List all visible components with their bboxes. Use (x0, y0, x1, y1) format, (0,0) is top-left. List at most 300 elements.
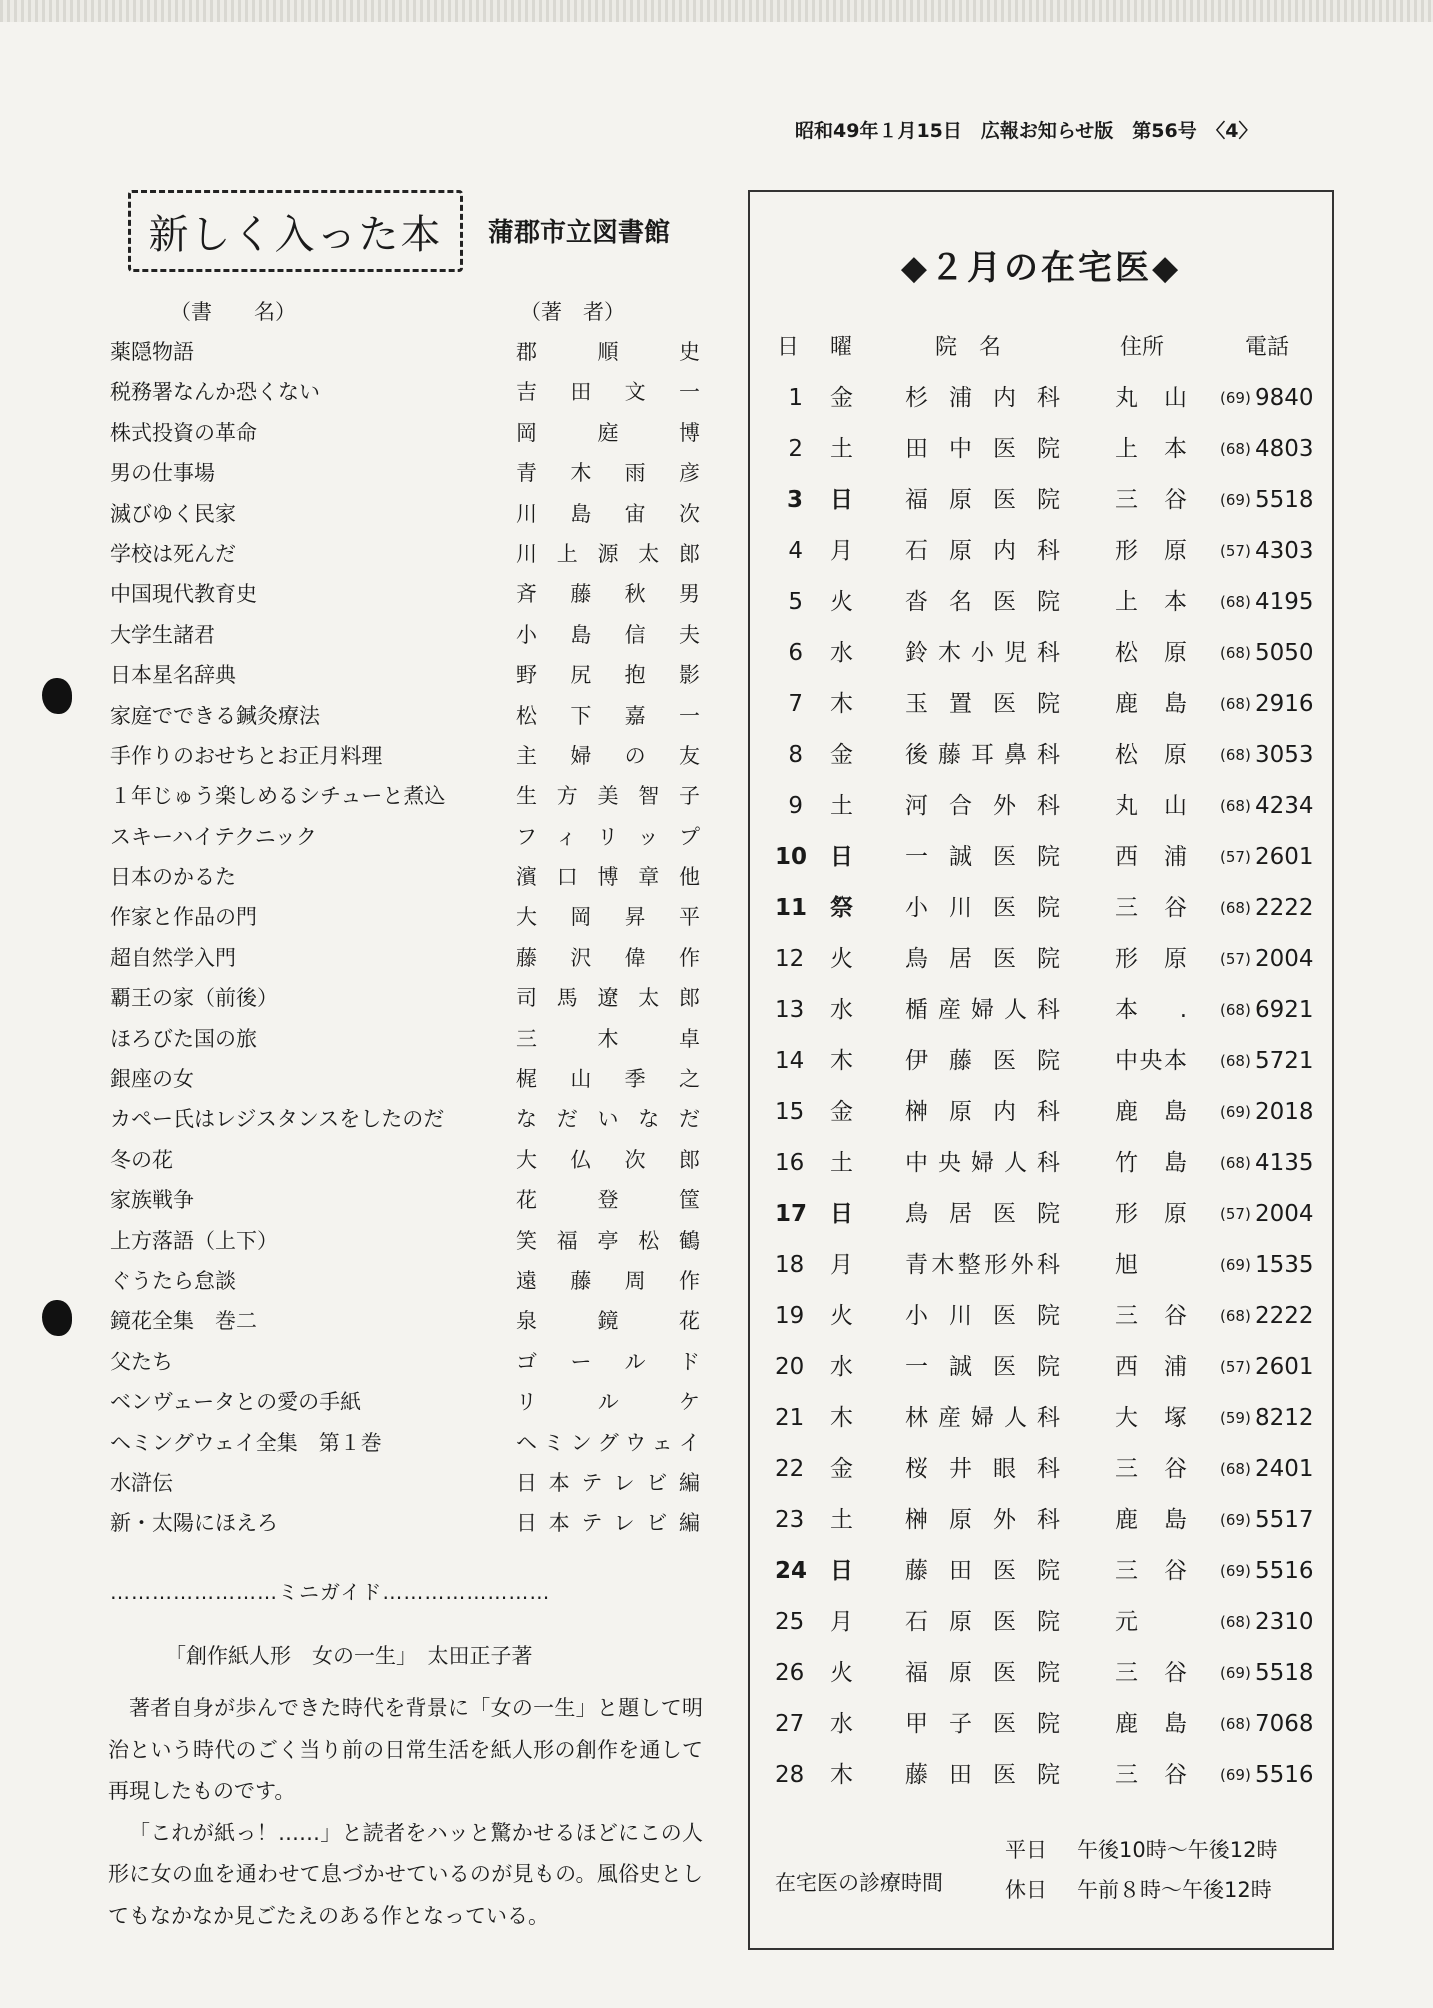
book-author: 笑福亭松鶴 (516, 1228, 700, 1253)
day-number: 14 (775, 1048, 805, 1074)
book-row (110, 1342, 700, 1382)
clinic-name: 杉浦内科 (905, 385, 1060, 411)
day-number: 6 (788, 640, 803, 666)
phone-exchange: (57) (1220, 848, 1251, 866)
phone-number: 4135 (1255, 1150, 1314, 1176)
clinic-name: 後藤耳鼻科 (905, 742, 1060, 768)
phone-number: 5516 (1255, 1762, 1314, 1788)
doctor-row (775, 937, 1320, 988)
weekday: 木 (830, 1762, 853, 1788)
book-author: 松下嘉一 (516, 703, 700, 728)
book-row (110, 1261, 700, 1301)
clinic-address: 上本 (1115, 589, 1187, 615)
page-top-edge (0, 0, 1433, 22)
weekday: 土 (830, 1507, 853, 1533)
phone-number: 2018 (1255, 1099, 1314, 1125)
books-title-box (128, 190, 463, 272)
book-author: なだいなだ (516, 1107, 700, 1132)
doctor-row (775, 1753, 1320, 1804)
clinic-name: 玉置医院 (905, 691, 1060, 717)
book-row (110, 897, 700, 937)
weekday: 火 (830, 1660, 853, 1686)
book-row (110, 372, 700, 412)
day-number: 2 (788, 436, 803, 462)
day-number: 20 (775, 1354, 805, 1380)
book-author: 大仏次郎 (516, 1147, 700, 1172)
clinic-name: 伊藤医院 (905, 1048, 1060, 1074)
book-title: 家庭でできる鍼灸療法 (110, 703, 320, 728)
book-title: ヘミングウェイ全集 第１巻 (110, 1430, 382, 1455)
clinic-address: 鹿島 (1115, 1507, 1187, 1533)
doctor-row (775, 835, 1320, 886)
weekday: 木 (830, 1405, 853, 1431)
book-author: リルケ (516, 1390, 700, 1415)
book-row (110, 615, 700, 655)
book-author: 藤沢偉作 (516, 945, 700, 970)
book-row (110, 696, 700, 736)
weekday: 月 (830, 538, 853, 564)
day-number: 17 (775, 1201, 808, 1227)
phone-exchange: (68) (1220, 899, 1251, 917)
phone-number: 2601 (1255, 844, 1314, 870)
clinic-name: 鳥居医院 (905, 946, 1060, 972)
book-row (110, 736, 700, 776)
clinic-address: 鹿島 (1115, 1711, 1187, 1737)
book-row (110, 1503, 700, 1543)
phone-number: 5721 (1255, 1048, 1314, 1074)
doctors-table (775, 376, 1320, 1804)
clinic-address: 三谷 (1115, 487, 1187, 513)
day-number: 9 (788, 793, 803, 819)
book-row (110, 817, 700, 857)
phone-exchange: (69) (1220, 389, 1251, 407)
doctor-row (775, 1192, 1320, 1243)
phone-exchange: (68) (1220, 440, 1251, 458)
clinic-name: 青木整形外科 (905, 1252, 1060, 1278)
book-author: 川島宙次 (516, 501, 700, 526)
header-day: 日 (777, 335, 800, 360)
doctor-row (775, 1702, 1320, 1753)
book-title: 大学生諸君 (110, 622, 215, 647)
doctor-row (775, 1651, 1320, 1702)
weekday: 火 (830, 589, 853, 615)
book-author: 斉藤秋男 (516, 582, 700, 607)
book-title: 冬の花 (110, 1147, 173, 1172)
phone-exchange: (68) (1220, 1715, 1251, 1733)
book-author: 岡庭博 (516, 420, 700, 445)
phone-number: 5518 (1255, 487, 1314, 513)
clinic-name: 榊原内科 (905, 1099, 1060, 1125)
book-row (110, 1382, 700, 1422)
phone-exchange: (68) (1220, 1460, 1251, 1478)
book-row (110, 1423, 700, 1463)
clinic-address: 三谷 (1115, 1660, 1187, 1686)
book-title: 日本星名辞典 (110, 663, 236, 688)
doctor-row (775, 784, 1320, 835)
book-row (110, 453, 700, 493)
phone-number: 5050 (1255, 640, 1314, 666)
day-number: 19 (775, 1303, 805, 1329)
clinic-address: 西浦 (1115, 1354, 1187, 1380)
book-title: 銀座の女 (110, 1067, 194, 1092)
phone-exchange: (69) (1220, 1766, 1251, 1784)
doctor-row (775, 988, 1320, 1039)
day-number: 8 (788, 742, 803, 768)
clinic-name: 河合外科 (905, 793, 1060, 819)
doctor-row (775, 1294, 1320, 1345)
phone-number: 4195 (1255, 589, 1314, 615)
phone-exchange: (69) (1220, 1511, 1251, 1529)
clinic-name: 藤田医院 (905, 1762, 1060, 1788)
weekday: 水 (830, 1711, 853, 1737)
weekday: 水 (830, 640, 853, 666)
clinic-name: 小川医院 (905, 1303, 1060, 1329)
clinic-name: 一誠医院 (905, 1354, 1060, 1380)
header-address: 住所 (1120, 335, 1165, 360)
book-author: 濱口博章他 (516, 865, 700, 890)
doctor-row (775, 1447, 1320, 1498)
book-title: 新・太陽にほえろ (110, 1511, 278, 1536)
hours-row: 休日 午前８時〜午後12時 (1005, 1878, 1272, 1902)
doctor-row (775, 1039, 1320, 1090)
weekday: 金 (830, 385, 853, 411)
day-number: 16 (775, 1150, 805, 1176)
book-author: 日本テレビ編 (516, 1511, 700, 1536)
book-author: フィリップ (516, 824, 700, 849)
day-number: 21 (775, 1405, 805, 1431)
book-author: 遠藤周作 (516, 1268, 700, 1293)
clinic-address: 鹿島 (1115, 1099, 1187, 1125)
library-name: 蒲郡市立図書館 (488, 218, 671, 248)
book-title: 上方落語（上下） (110, 1228, 278, 1253)
clinic-name: 鈴木小児科 (905, 640, 1060, 666)
book-author: 大岡昇平 (516, 905, 700, 930)
phone-number: 2601 (1255, 1354, 1314, 1380)
book-title: 手作りのおせちとお正月料理 (110, 743, 383, 768)
clinic-name: 沓名医院 (905, 589, 1060, 615)
doctor-row (775, 376, 1320, 427)
phone-exchange: (68) (1220, 746, 1251, 764)
book-row (110, 1221, 700, 1261)
clinic-address: 鹿島 (1115, 691, 1187, 717)
header-weekday: 曜 (830, 335, 853, 360)
book-author: 司馬遼太郎 (516, 986, 700, 1011)
clinic-name: 福原医院 (905, 487, 1060, 513)
book-title: ベンヴェータとの愛の手紙 (110, 1390, 362, 1415)
book-title: 父たち (110, 1349, 173, 1374)
book-author: 野尻抱影 (516, 663, 700, 688)
book-author: 花登筺 (516, 1188, 700, 1213)
clinic-address: 三谷 (1115, 895, 1187, 921)
phone-number: 6921 (1255, 997, 1314, 1023)
phone-number: 8212 (1255, 1405, 1314, 1431)
book-title: 鏡花全集 巻二 (110, 1309, 257, 1334)
hours-row: 平日 午後10時〜午後12時 (1005, 1838, 1278, 1862)
clinic-address: 丸山 (1115, 793, 1187, 819)
clinic-address: 松原 (1115, 742, 1187, 768)
day-number: 18 (775, 1252, 805, 1278)
phone-exchange: (69) (1220, 491, 1251, 509)
page-header: 昭和49年１月15日 広報お知らせ版 第56号 〈4〉 (795, 120, 1258, 142)
clinic-address: 形原 (1115, 1201, 1187, 1227)
doctor-row (775, 478, 1320, 529)
day-number: 11 (775, 895, 808, 921)
clinic-address: 三谷 (1115, 1558, 1187, 1584)
phone-number: 2222 (1255, 1303, 1314, 1329)
weekday: 月 (830, 1252, 853, 1278)
book-title: 株式投資の革命 (110, 420, 257, 445)
phone-exchange: (57) (1220, 542, 1251, 560)
phone-number: 2916 (1255, 691, 1314, 717)
book-row (110, 1019, 700, 1059)
book-title: 作家と作品の門 (110, 905, 257, 930)
day-number: 15 (775, 1099, 805, 1125)
clinic-name: 石原医院 (905, 1609, 1060, 1635)
phone-number: 2004 (1255, 946, 1314, 972)
clinic-address: 元 (1115, 1609, 1138, 1635)
weekday: 火 (830, 946, 853, 972)
phone-number: 9840 (1255, 385, 1314, 411)
hours-label: 在宅医の診療時間 (775, 1871, 943, 1895)
clinic-name: 藤田医院 (905, 1558, 1060, 1584)
book-row (110, 1301, 700, 1341)
day-number: 27 (775, 1711, 805, 1737)
phone-number: 4234 (1255, 793, 1314, 819)
day-number: 26 (775, 1660, 805, 1686)
clinic-address: 形原 (1115, 538, 1187, 564)
clinic-name: 田中医院 (905, 436, 1060, 462)
book-row (110, 655, 700, 695)
clinic-name: 福原医院 (905, 1660, 1060, 1686)
doctor-row (775, 1141, 1320, 1192)
phone-exchange: (57) (1220, 1358, 1251, 1376)
phone-number: 7068 (1255, 1711, 1314, 1737)
phone-number: 2310 (1255, 1609, 1314, 1635)
doctor-row (775, 886, 1320, 937)
clinic-name: 楯産婦人科 (905, 997, 1060, 1023)
weekday: 水 (830, 997, 853, 1023)
day-number: 3 (786, 487, 803, 513)
clinic-address: 中央本 (1115, 1048, 1187, 1074)
book-row (110, 534, 700, 574)
book-row (110, 332, 700, 372)
day-number: 23 (775, 1507, 805, 1533)
header-phone: 電話 (1245, 335, 1290, 360)
book-author: ゴールド (516, 1349, 700, 1374)
phone-number: 4303 (1255, 538, 1314, 564)
phone-exchange: (68) (1220, 593, 1251, 611)
book-author: 泉鏡花 (516, 1309, 700, 1334)
book-author: 小島信夫 (516, 622, 700, 647)
weekday: 土 (830, 793, 853, 819)
phone-number: 3053 (1255, 742, 1314, 768)
book-title: ぐうたら怠談 (110, 1268, 236, 1293)
phone-exchange: (68) (1220, 1052, 1251, 1070)
doctor-row (775, 1090, 1320, 1141)
clinic-address: 丸山 (1115, 385, 1187, 411)
doctor-row (775, 631, 1320, 682)
phone-exchange: (68) (1220, 1154, 1251, 1172)
phone-exchange: (68) (1220, 1001, 1251, 1019)
book-title: 男の仕事場 (110, 461, 215, 486)
book-row (110, 1463, 700, 1503)
clinic-address: 本. (1115, 997, 1187, 1023)
book-author: 郡順史 (516, 340, 700, 364)
phone-number: 2401 (1255, 1456, 1314, 1482)
books-column-headers (110, 296, 700, 330)
book-author: 吉田文一 (516, 380, 700, 405)
weekday: 木 (830, 1048, 853, 1074)
clinic-name: 一誠医院 (905, 844, 1060, 870)
doctors-column-headers (775, 330, 1320, 364)
clinic-name: 林産婦人科 (905, 1405, 1060, 1431)
clinic-name: 榊原外科 (905, 1507, 1060, 1533)
doctor-row (775, 1600, 1320, 1651)
phone-number: 2222 (1255, 895, 1314, 921)
book-row (110, 1099, 700, 1139)
book-author: 青木雨彦 (516, 461, 700, 486)
day-number: 1 (788, 385, 803, 411)
book-title: ほろびた国の旅 (110, 1026, 257, 1051)
phone-number: 5518 (1255, 1660, 1314, 1686)
clinic-address: 上本 (1115, 436, 1187, 462)
clinic-name: 鳥居医院 (905, 1201, 1060, 1227)
weekday: 日 (830, 1558, 853, 1584)
phone-exchange: (69) (1220, 1664, 1251, 1682)
clinic-name: 桜井眼科 (905, 1456, 1060, 1482)
clinic-address: 三谷 (1115, 1303, 1187, 1329)
book-title: 水滸伝 (110, 1470, 173, 1495)
weekday: 日 (830, 487, 853, 513)
header-clinic: 院 名 (935, 335, 1002, 360)
doctor-row (775, 1549, 1320, 1600)
doctor-row (775, 580, 1320, 631)
clinic-name: 甲子医院 (905, 1711, 1060, 1737)
book-title: 滅びゆく民家 (110, 501, 236, 526)
day-number: 10 (775, 844, 808, 870)
phone-exchange: (69) (1220, 1256, 1251, 1274)
book-title: 税務署なんか恐くない (110, 380, 320, 405)
book-title: スキーハイテクニック (110, 824, 317, 849)
phone-number: 4803 (1255, 436, 1314, 462)
book-author: 主婦の友 (516, 743, 700, 768)
book-author: 川上源太郎 (516, 541, 700, 566)
doctor-row (775, 529, 1320, 580)
clinic-name: 中央婦人科 (905, 1150, 1060, 1176)
book-title: 中国現代教育史 (110, 582, 257, 607)
book-title: 日本のかるた (110, 865, 236, 890)
book-title: 超自然学入門 (110, 945, 236, 970)
book-row (110, 494, 700, 534)
phone-exchange: (69) (1220, 1103, 1251, 1121)
clinic-address: 西浦 (1115, 844, 1187, 870)
book-row (110, 1180, 700, 1220)
book-author: ヘミングウェイ (516, 1430, 700, 1455)
day-number: 7 (788, 691, 803, 717)
phone-exchange: (69) (1220, 1562, 1251, 1580)
book-title: 覇王の家（前後） (110, 986, 278, 1011)
mini-guide-subtitle: 「創作紙人形 女の一生」 太田正子著 (165, 1644, 533, 1668)
day-number: 13 (775, 997, 805, 1023)
column-title-header: （書 名） (170, 300, 296, 324)
day-number: 4 (788, 538, 803, 564)
book-row (110, 1140, 700, 1180)
weekday: 金 (830, 742, 853, 768)
phone-exchange: (68) (1220, 797, 1251, 815)
book-row (110, 413, 700, 453)
phone-exchange: (68) (1220, 695, 1251, 713)
weekday: 水 (830, 1354, 853, 1380)
phone-number: 2004 (1255, 1201, 1314, 1227)
book-row (110, 978, 700, 1018)
doctors-title: ◆２月の在宅医◆ (900, 248, 1182, 288)
weekday: 土 (830, 436, 853, 462)
book-list (110, 332, 700, 1544)
clinic-name: 石原内科 (905, 538, 1060, 564)
book-row (110, 938, 700, 978)
doctor-row (775, 427, 1320, 478)
phone-exchange: (68) (1220, 1613, 1251, 1631)
clinic-address: 形原 (1115, 946, 1187, 972)
phone-number: 5517 (1255, 1507, 1314, 1533)
doctor-row (775, 1243, 1320, 1294)
book-title: 学校は死んだ (110, 541, 236, 566)
day-number: 28 (775, 1762, 805, 1788)
weekday: 木 (830, 691, 853, 717)
doctor-row (775, 1498, 1320, 1549)
phone-exchange: (68) (1220, 1307, 1251, 1325)
clinic-name: 小川医院 (905, 895, 1060, 921)
book-row (110, 857, 700, 897)
margin-blot-mark (42, 678, 72, 714)
book-author: 三木卓 (516, 1026, 700, 1051)
weekday: 火 (830, 1303, 853, 1329)
doctor-row (775, 733, 1320, 784)
phone-number: 5516 (1255, 1558, 1314, 1584)
book-row (110, 1059, 700, 1099)
book-row (110, 574, 700, 614)
book-title: 薬隠物語 (110, 340, 194, 364)
doctor-row (775, 682, 1320, 733)
mini-guide-body (108, 1688, 703, 1937)
weekday: 日 (830, 1201, 853, 1227)
day-number: 5 (788, 589, 803, 615)
phone-exchange: (59) (1220, 1409, 1251, 1427)
clinic-address: 大塚 (1115, 1405, 1187, 1431)
weekday: 金 (830, 1456, 853, 1482)
phone-exchange: (57) (1220, 1205, 1251, 1223)
weekday: 日 (830, 844, 853, 870)
margin-blot-mark (42, 1300, 72, 1336)
weekday: 土 (830, 1150, 853, 1176)
book-author: 梶山季之 (516, 1067, 700, 1092)
phone-exchange: (57) (1220, 950, 1251, 968)
book-row (110, 776, 700, 816)
doctor-row (775, 1396, 1320, 1447)
doctor-row (775, 1345, 1320, 1396)
clinic-address: 三谷 (1115, 1456, 1187, 1482)
mini-guide-paragraph: 「これが紙っ！……」と読者をハッと驚かせるほどにこの人形に女の血を通わせて息づかせているのが見もの。風俗史としてもなかなか見ごたえのある作となっている。 (108, 1820, 703, 1928)
day-number: 24 (775, 1558, 808, 1584)
weekday: 金 (830, 1099, 853, 1125)
phone-number: 1535 (1255, 1252, 1314, 1278)
book-title: １年じゅう楽しめるシチューと煮込 (110, 784, 446, 809)
weekday: 祭 (830, 895, 853, 921)
clinic-address: 三谷 (1115, 1762, 1187, 1788)
book-title: カペー氏はレジスタンスをしたのだ (110, 1107, 445, 1132)
clinic-address: 旭 (1115, 1252, 1138, 1278)
day-number: 25 (775, 1609, 805, 1635)
